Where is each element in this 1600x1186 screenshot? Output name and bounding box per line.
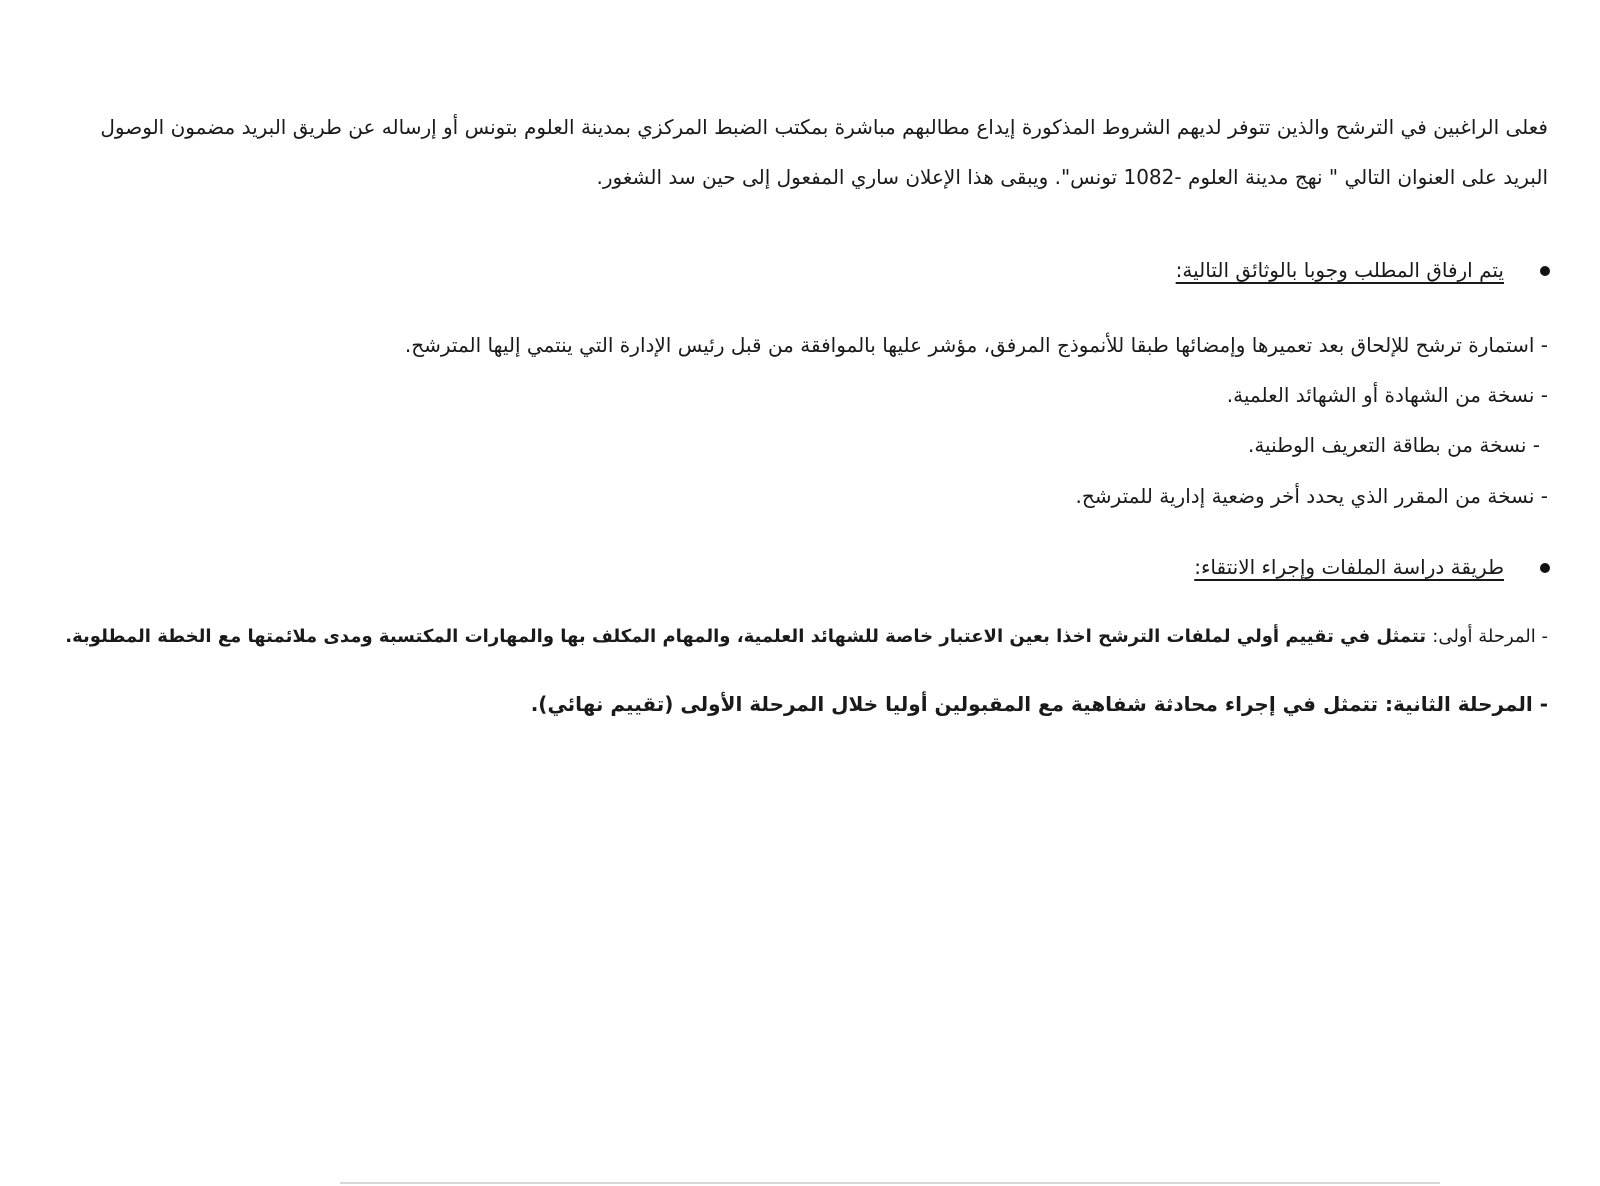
bullet-dot-icon (1540, 266, 1550, 276)
intro-paragraph-line-2: البريد على العنوان التالي " نهج مدينة العلوم -1082 تونس". ويبقى هذا الإعلان ساري المفعول إلى حين سد الشغور. (596, 165, 1548, 189)
document-item: - نسخة من بطاقة التعريف الوطنية. (1247, 433, 1540, 457)
selection-stage-2 (531, 689, 1548, 719)
stage-1-label: - المرحلة أولى: (1432, 626, 1548, 647)
intro-paragraph-line-1: فعلى الراغبين في الترشح والذين تتوفر لديهم الشروط المذكورة إيداع مطالبهم مباشرة بمكتب الضبط المركزي بمدينة العلوم بتونس أو إرساله عن طريق البريد مضمون الوصول (100, 115, 1548, 139)
document-item: - نسخة من المقرر الذي يحدد أخر وضعية إدارية للمترشح. (1075, 484, 1548, 508)
documents-heading (1176, 255, 1504, 285)
stage-1-description: تتمثل في تقييم أولي لملفات الترشح اخذا بعين الاعتبار خاصة للشهائد العلمية، والمهام المكلف بها والمهارات المكتسبة ومدى ملائمتها مع الخطة المطلوبة. (65, 626, 1433, 647)
selection-heading (1194, 552, 1504, 582)
bullet-dot-icon (1540, 563, 1550, 573)
stage-2-label: - المرحلة الثانية: (1385, 692, 1548, 716)
document-item: - استمارة ترشح للإلحاق بعد تعميرها وإمضائها طبقا للأنموذج المرفق، مؤشر عليها بالموافقة من قبل رئيس الإدارة التي ينتمي إليها المترشح. (404, 333, 1548, 357)
footer-divider (340, 1182, 1440, 1184)
documents-heading-text: يتم ارفاق المطلب وجوبا بالوثائق التالية: (1175, 258, 1504, 282)
selection-heading-text: طريقة دراسة الملفات وإجراء الانتقاء: (1194, 555, 1504, 579)
document-item: - نسخة من الشهادة أو الشهائد العلمية. (1226, 383, 1548, 407)
stage-2-description: تتمثل في إجراء محادثة شفاهية مع المقبولين أوليا خلال المرحلة الأولى (تقييم نهائي). (530, 692, 1385, 716)
selection-stage-1 (65, 622, 1548, 652)
